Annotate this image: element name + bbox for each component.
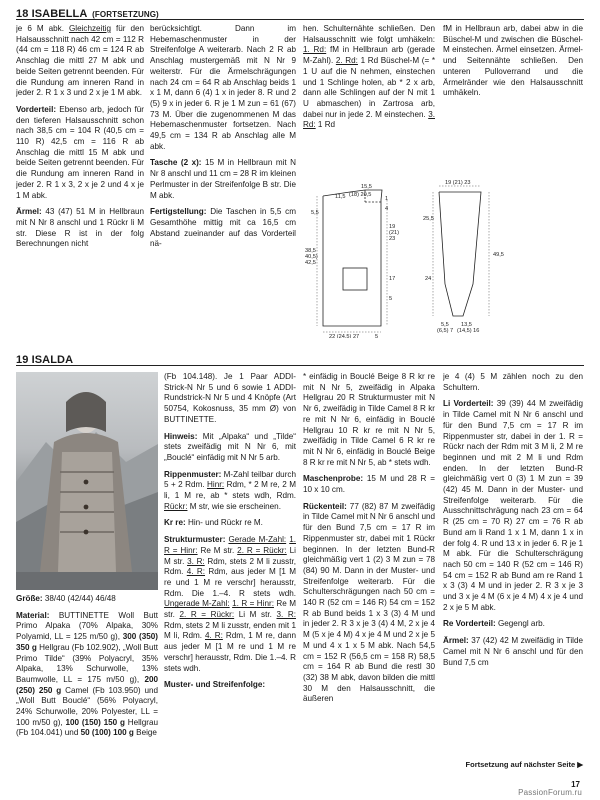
section-title bbox=[16, 8, 159, 20]
label-cuff-a: 5,5 bbox=[441, 322, 449, 328]
label-cuff-d: (14,5) 16 bbox=[457, 328, 480, 334]
paragraph: Tasche (2 x): 15 M in Hellbraun mit N Nr 8 anschl und 11 cm = 28 R im kleinen Perlmuster in der Streifenfolge B str. Die M abk. bbox=[150, 158, 296, 200]
paragraph: Hinweis: Mit „Alpaka“ und „Tilde“ stets zweifädig mit N Nr 6, mit „Bouclé“ einfädig mit N Nr 5 arb. bbox=[164, 431, 296, 462]
label-sleeve-cap: 25,5 bbox=[423, 216, 434, 222]
paragraph: Fertigstellung: Die Taschen in 5,5 cm Gesamthöhe mittig mit ca 16,5 cm Abstand zueinander auf das Vorderteil nä- bbox=[150, 207, 296, 249]
label-pocket-height: 17 bbox=[389, 276, 396, 282]
label-total-a: 38,5 bbox=[305, 248, 316, 254]
label-armhole-c: 23 bbox=[389, 236, 396, 242]
label-sleeve-mid: 24 bbox=[425, 276, 432, 282]
isalda-column-4 bbox=[443, 372, 583, 770]
section-number: 19 bbox=[16, 354, 29, 366]
label-neck: 15,5 bbox=[361, 184, 372, 190]
label-total-c: 42,5 bbox=[305, 260, 316, 266]
paragraph: Re Vorderteil: Gegengl arb. bbox=[443, 619, 545, 629]
label-neck-drop-a: 1 bbox=[385, 196, 389, 202]
label-armhole-a: 19 bbox=[389, 224, 396, 230]
label-shoulder: 11,5 bbox=[335, 194, 346, 200]
pattern-schematic bbox=[303, 176, 587, 338]
paragraph: Muster- und Streifenfolge: bbox=[164, 680, 266, 690]
label-sleeve-length: 49,5 bbox=[493, 252, 504, 258]
paragraph: Ärmel: 37 (42) 42 M zweifädig in Tilde Camel mit N Nr 6 anschl und für den Bund 7,5 cm bbox=[443, 636, 583, 667]
isalda-column-1 bbox=[16, 594, 158, 794]
paragraph: Strukturmuster: Gerade M-Zahl: 1. R = Hinr: Re M str. 2. R = Rückr: Li M str. 3. R: Rdm, stets 2 M li zusstr, Rdm. 4. R: Rdm, aus jeder M [1 M re und 1 M re verschr] herausstr, Rdm. Die 1.–4. R stets wdh. Ungerade M-Zahl: 1. R = Hinr: Re M str. 2. R = Rückr: Li M str. 3. R: Rdm, stets 2 M li zusstr, enden mit 1 M li, Rdm. 4. R: Rdm, 1 M re, dann aus jeder M [1 M re und 1 M re verschr] herausstr, Rdm. Die 1.–4. R stets wdh. bbox=[164, 535, 296, 673]
pocket-outline bbox=[343, 268, 367, 290]
label-sleeve-top: 19 (21) 23 bbox=[445, 180, 471, 186]
photo-illustration bbox=[16, 372, 158, 590]
paragraph: (Fb 104.148). Je 1 Paar ADDI-Strick-N Nr 5 und 6 sowie 1 ADDI-Rundstrick-N Nr 5 und 4 Knöpfe (Art 50754, Kokosnuss, 35 mm Ø) von BUTTINETTE. bbox=[164, 372, 296, 424]
label-total-b: 40,5) bbox=[305, 254, 318, 260]
label-front-drop: 5,5 bbox=[311, 210, 319, 216]
isalda-column-3 bbox=[303, 372, 435, 794]
label-cuff-c: 13,5 bbox=[461, 322, 472, 328]
paragraph: Ärmel: 43 (47) 51 M in Hellbraun mit N Nr 8 anschl und 1 Rückr li M str. Diese R ist in der folg Berechnungen nicht bbox=[16, 207, 144, 249]
paragraph: Material: BUTTINETTE Woll Butt Primo Alpaka (70% Alpaka, 30% Polyamid, LL = 125 m/50 g), 300 (350) 350 g Hellgrau (Fb 102.902), „Woll Butt Primo Tilde“ (39% Polyacryl, 35% Alpaka, 13% Schurwolle, 13% Baumwolle, LL = 175 m/50 g), 200 (250) 250 g Camel (Fb 103.950) und „Woll Butt Bouclé“ (56% Polyacryl, 24% Schurwolle, 20% Polyester, LL = 100 m/50 g), 100 (150) 150 g Hellgrau (Fb 104.041) und 50 (100) 100 g Beige bbox=[16, 610, 158, 738]
paragraph: je 4 (4) 5 M zählen noch zu den Schultern. bbox=[443, 372, 583, 392]
isabella-column-1 bbox=[16, 24, 144, 342]
section-number: 18 bbox=[16, 8, 29, 20]
paragraph: berücksichtigt. Dann im Hebemaschenmuster in der Streifenfolge A weiterarb. Nach 2 R ab Anschlag mustergemäß mit N Nr 9 weiterstr. Für die Ärmelschrägungen nach 24 cm = 64 R ab Anschlag beids 1 x 1 M, dann 6 (4) 1 x in jeder 8. R und 2 (5) 9 x in jeder 6. R je 1 M zun = 61 (67) 73 M. Über die zugenommenen M das Hebemaschenmuster fortsetzen. Nach 49,5 cm = 134 R ab Anschlag alle M abk. bbox=[150, 24, 296, 151]
section-name: ISABELLA bbox=[31, 8, 87, 20]
isalda-column-2 bbox=[164, 372, 296, 794]
label-hem: 5 bbox=[389, 296, 393, 302]
sleeve-outline bbox=[439, 192, 481, 316]
paragraph: Rippenmuster: M-Zahl teilbar durch 5 + 2 Rdm. Hinr: Rdm, * 2 M re, 2 M li, 1 M re, ab * stets wdh, Rdm. Rückr: M str, wie sie erscheinen. bbox=[164, 469, 296, 511]
watermark: PassionForum.ru bbox=[518, 788, 582, 797]
paragraph: je 6 M abk. Gleichzeitig für den Halsausschnitt nach 42 cm = 112 R (44 cm = 118 R) 46 cm = 124 R ab Anschlag die mittl 27 M abk und beide Seiten getrennt beenden. Für die Rundung am inneren Rand in jeder 2. R 1 x 3 und 2 x je 1 M abk. bbox=[16, 24, 144, 98]
section-suffix: (FORTSETZUNG) bbox=[92, 10, 159, 19]
paragraph: Größe: 38/40 (42/44) 46/48 bbox=[16, 594, 116, 603]
label-neck-drop-b: 4 bbox=[385, 206, 389, 212]
label-armhole-b: (21) bbox=[389, 230, 399, 236]
label-width: 22 (24,5) 27 bbox=[329, 334, 360, 338]
isabella-column-4 bbox=[443, 24, 583, 176]
section-header-isalda bbox=[16, 350, 584, 366]
paragraph: Rückenteil: 77 (82) 87 M zweifädig in Tilde Camel mit N Nr 6 anschl und für den Bund 7,5 cm = 17 R im Rippenmuster str, dabei mit 1 Rückr beginnen. In der letzten Bund-R gleichmäßig vert 1 (2) 3 M zun = 78 (84) 90 M. Dann in der Muster- und Streifenfolge weiterarb. Für die Schulterschrägungen nach 50 cm = 140 R (52 cm = 146 R) 54 cm = 152 R ab Bund beids 1 x 3 (3) 4 M und in jeder 2. R 3 x je 3 (4) 4 M, 2 x je 4 M (5 x je 4 M) 4 x je 4 M und 2 x je 5 M und 4 x 1 x 5 M abk. Nach 54,5 cm = 152 R (56,5 cm = 158 R) 58,5 cm = 164 R ab Bund die restl 30 (32) 38 M abk, davon bilden die mittl 30 M den Halsausschnitt, die äußeren bbox=[303, 501, 435, 704]
body-outline bbox=[323, 190, 382, 326]
isabella-column-3 bbox=[303, 24, 435, 176]
label-width-b: 5 bbox=[375, 334, 379, 338]
paragraph: fM in Hellbraun arb, dabei abw in die Büschel-M und zwischen die Büschel-M einstechen. Ärmel einsetzen. Ärmel- und Seitennähte schließen. Den unteren Pulloverrand und die Ärmelränder wie den Halsausschnitt umhäkeln. bbox=[443, 24, 583, 98]
paragraph: Vorderteil: Ebenso arb, jedoch für den tieferen Halsausschnitt schon nach 38,5 cm = 104 R (40,5 cm = 110 R) 42,5 cm = 116 R ab Anschlag die mittl 15 M abk und beide Seiten getrennt beenden. Für die Rundung am inneren Rand in jeder 2. R 1 x 3, 2 x je 2 und 4 x je 1 M abk. bbox=[16, 104, 144, 200]
paragraph: Maschenprobe: 15 M und 28 R = 10 x 10 cm. bbox=[303, 474, 435, 495]
paragraph: Kr re: Hin- und Rückr re M. bbox=[164, 518, 263, 528]
isabella-column-2 bbox=[150, 24, 296, 342]
section-name: ISALDA bbox=[31, 354, 74, 366]
paragraph: Li Vorderteil: 39 (39) 44 M zweifädig in Tilde Camel mit N Nr 6 anschl und für den Bund 7,5 cm = 17 R im Rippenmuster str, dabei in der 1. R = Rückr nach der Rdm mit 3 M li, 2 M re beginnen und mit 2 M li und Rdm enden. In der letzten Bund-R gleichmäßig vert 0 (3) 1 M zun = 39 (42) 45 M. Dann in der Muster- und Streifenfolge weiterarb. Für die Ausschnittschrägung nach 23 cm = 64 R (25 cm = 70 R) 27 cm = 76 R ab Bund am li Rand 1 x 1 M, dann 1 x in der folg 4. R und 13 x in jeder 6. R je 1 M abk. Für die Schulterschrägung nach 50 cm = 140 R (52 cm = 146 R) 54 cm = 152 R ab Bund am re Rand 1 x 3 (3) 4 M und in jeder 2. R 3 x je 3 und 3 x je 4 M (6 x je 4 M) 4 x je 4 und 2 x je 5 M abk. bbox=[443, 399, 583, 612]
section-header-isabella bbox=[16, 4, 584, 20]
continued-notice: Fortsetzung auf nächster Seite ▶ bbox=[465, 760, 583, 769]
page-number: 17 bbox=[571, 780, 580, 789]
label-neck-sub: (18) 20,5 bbox=[349, 192, 372, 198]
section-title bbox=[16, 354, 73, 366]
label-cuff-b: (6,5) 7 bbox=[437, 328, 454, 334]
model-photo bbox=[16, 372, 158, 590]
paragraph: * einfädig in Bouclé Beige 8 R kr re mit N Nr 5, zweifädig in Alpaka Hellgrau 20 R Strukturmuster mit N Nr 6, zweifädig in Tilde Camel 8 R kr re mit N Nr 6, einfädig in Bouclé Hellgrau 10 R kr re mit N Nr 5, zweifädig in Tilde Camel 6 R kr re mit N Nr 6, einfädig in Bouclé Beige 8 R kr re mit N Nr 5, ab * stets wdh. bbox=[303, 372, 435, 467]
paragraph: hen. Schulternähte schließen. Den Halsausschnitt wie folgt umhäkeln: 1. Rd: fM in Hellbraun arb (gerade M-Zahl). 2. Rd: 1 Rd Büschel-M (= * 1 U auf die N nehmen, einstechen und 1 Schlinge holen, ab * 2 x arb, dann alle Schlingen auf der N mit 1 U abmaschen) in Zartrosa arb, dabei nur in jede 2. M einstechen. 3. Rd: 1 Rd bbox=[303, 24, 435, 130]
